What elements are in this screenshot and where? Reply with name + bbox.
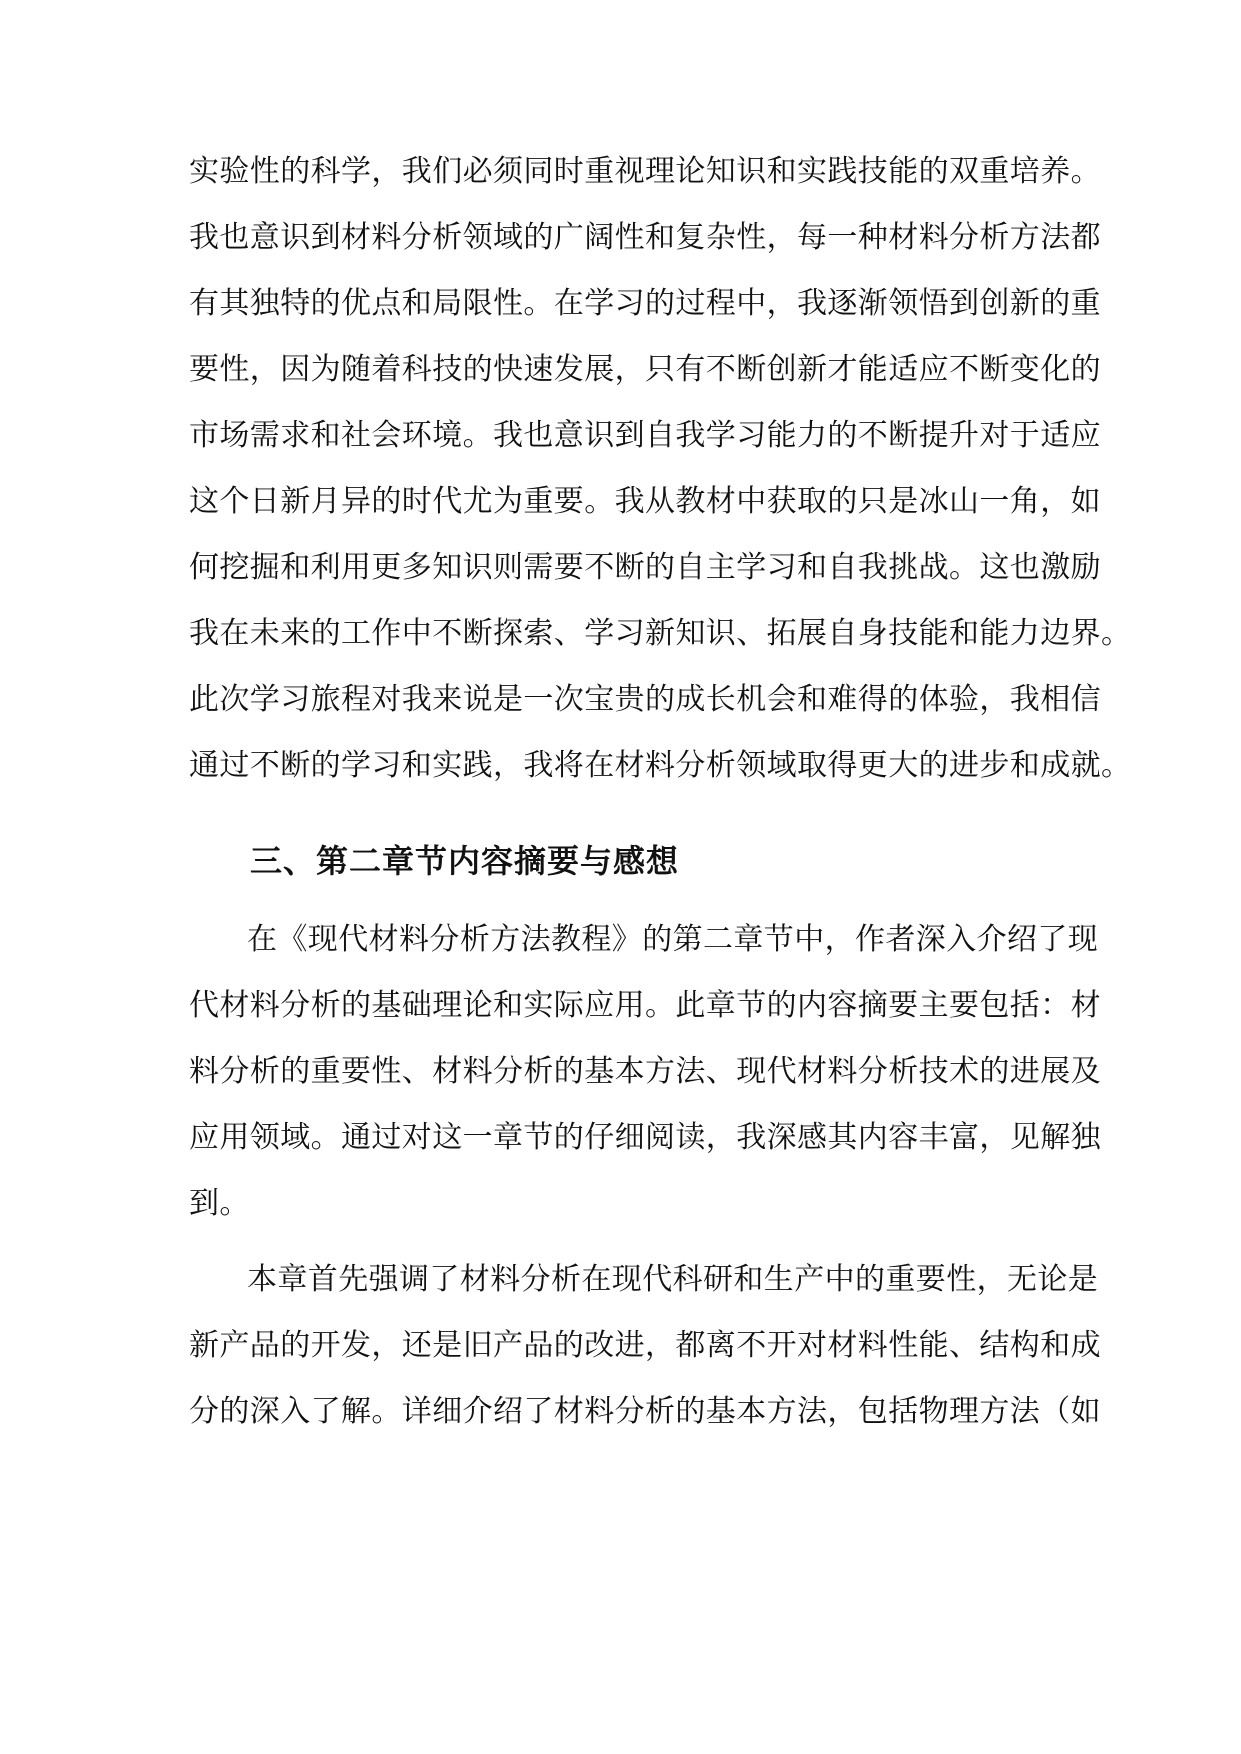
body-text-line: 本章首先强调了材料分析在现代科研和生产中的重要性，无论是 bbox=[247, 1262, 1099, 1297]
body-text-line: 我在未来的工作中不断探索、学习新知识、拓展自身技能和能力边界。 bbox=[189, 616, 1132, 651]
body-text-line: 代材料分析的基础理论和实际应用。此章节的内容摘要主要包括：材 bbox=[189, 988, 1101, 1023]
body-text-line: 分的深入了解。详细介绍了材料分析的基本方法，包括物理方法（如 bbox=[189, 1394, 1101, 1429]
body-text-line: 此次学习旅程对我来说是一次宝贵的成长机会和难得的体验，我相信 bbox=[189, 682, 1101, 717]
body-text-line: 我也意识到材料分析领域的广阔性和复杂性，每一种材料分析方法都 bbox=[189, 220, 1101, 255]
body-text-line: 在《现代材料分析方法教程》的第二章节中，作者深入介绍了现 bbox=[247, 922, 1099, 957]
body-text-line: 要性，因为随着科技的快速发展，只有不断创新才能适应不断变化的 bbox=[189, 352, 1101, 387]
body-text-line: 市场需求和社会环境。我也意识到自我学习能力的不断提升对于适应 bbox=[189, 418, 1101, 453]
body-text-line: 何挖掘和利用更多知识则需要不断的自主学习和自我挑战。这也激励 bbox=[189, 550, 1101, 585]
body-text-line: 通过不断的学习和实践，我将在材料分析领域取得更大的进步和成就。 bbox=[189, 748, 1132, 783]
body-text-line: 到。 bbox=[189, 1186, 250, 1221]
section-heading: 三、第二章节内容摘要与感想 bbox=[250, 842, 680, 880]
body-text-line: 应用领域。通过对这一章节的仔细阅读，我深感其内容丰富，见解独 bbox=[189, 1120, 1101, 1155]
body-text-line: 新产品的开发，还是旧产品的改进，都离不开对材料性能、结构和成 bbox=[189, 1328, 1101, 1363]
body-text-line: 有其独特的优点和局限性。在学习的过程中，我逐渐领悟到创新的重 bbox=[189, 286, 1101, 321]
body-text-line: 这个日新月异的时代尤为重要。我从教材中获取的只是冰山一角，如 bbox=[189, 484, 1101, 519]
body-text-line: 实验性的科学，我们必须同时重视理论知识和实践技能的双重培养。 bbox=[189, 154, 1101, 189]
body-text-line: 料分析的重要性、材料分析的基本方法、现代材料分析技术的进展及 bbox=[189, 1054, 1101, 1089]
